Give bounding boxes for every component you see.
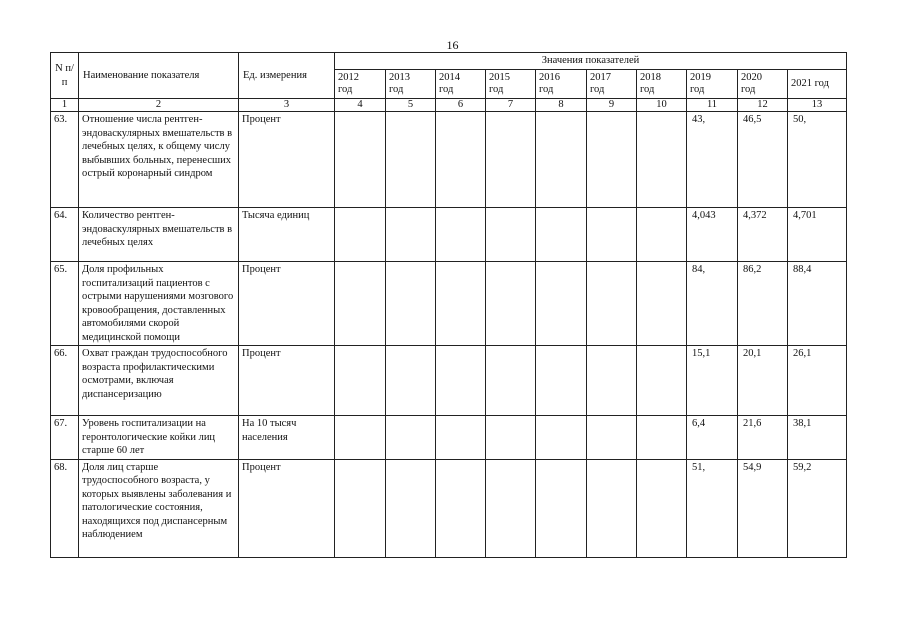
row-number: 65. <box>51 262 79 346</box>
indicator-value <box>386 459 436 557</box>
column-index: 2 <box>79 99 239 112</box>
header-year <box>637 70 687 99</box>
indicator-value <box>536 416 587 460</box>
header-year-value: 2013 <box>389 72 410 83</box>
indicator-unit: Процент <box>239 262 335 346</box>
indicator-value <box>486 459 536 557</box>
column-index: 10 <box>637 99 687 112</box>
header-year-suffix: год <box>489 84 504 95</box>
indicator-value <box>436 208 486 262</box>
indicator-value <box>486 262 536 346</box>
header-num: N п/п <box>51 53 79 99</box>
indicator-value <box>536 112 587 208</box>
indicator-value: 26,1 <box>788 346 847 416</box>
indicator-name: Уровень госпитализации на геронтологические койки лиц старше 60 лет <box>79 416 239 460</box>
indicator-value: 46,5 <box>738 112 788 208</box>
indicator-value: 54,9 <box>738 459 788 557</box>
header-year-value: 2016 <box>539 72 560 83</box>
header-year-value: 2015 <box>489 72 510 83</box>
header-year <box>486 70 536 99</box>
indicator-value <box>587 416 637 460</box>
header-year-suffix: год <box>590 84 605 95</box>
indicator-value: 86,2 <box>738 262 788 346</box>
column-index: 7 <box>486 99 536 112</box>
column-index-row <box>51 99 847 112</box>
row-number: 67. <box>51 416 79 460</box>
row-number: 68. <box>51 459 79 557</box>
indicator-value <box>335 208 386 262</box>
indicator-value <box>436 416 486 460</box>
indicator-value: 51, <box>687 459 738 557</box>
header-year <box>436 70 486 99</box>
indicator-value <box>335 416 386 460</box>
header-year-value: 2017 <box>590 72 611 83</box>
table-row <box>51 208 847 262</box>
indicator-value <box>536 459 587 557</box>
table-row <box>51 459 847 557</box>
header-name: Наименование показателя <box>79 53 239 99</box>
column-index: 1 <box>51 99 79 112</box>
header-year <box>335 70 386 99</box>
header-unit: Ед. измерения <box>239 53 335 99</box>
indicator-value <box>587 459 637 557</box>
column-index: 6 <box>436 99 486 112</box>
indicator-value <box>637 262 687 346</box>
indicator-value <box>386 416 436 460</box>
indicator-value <box>335 262 386 346</box>
indicator-value <box>436 346 486 416</box>
indicator-value <box>587 262 637 346</box>
indicator-value <box>436 262 486 346</box>
header-year-value: 2018 <box>640 72 661 83</box>
indicator-value <box>386 112 436 208</box>
header-year-suffix: год <box>690 84 705 95</box>
indicator-unit: Тысяча единиц <box>239 208 335 262</box>
indicator-value: 4,701 <box>788 208 847 262</box>
indicator-value <box>587 208 637 262</box>
row-number: 63. <box>51 112 79 208</box>
indicator-value: 21,6 <box>738 416 788 460</box>
row-number: 64. <box>51 208 79 262</box>
indicator-name: Охват граждан трудоспособного возраста профилактическими осмотрами, включая диспансеризацию <box>79 346 239 416</box>
page-number: 16 <box>446 38 459 52</box>
header-row <box>51 53 847 70</box>
header-year <box>386 70 436 99</box>
indicator-value: 4,043 <box>687 208 738 262</box>
indicator-value <box>486 112 536 208</box>
indicator-value <box>637 416 687 460</box>
indicator-value <box>637 208 687 262</box>
header-year <box>788 70 847 99</box>
table-row <box>51 262 847 346</box>
indicator-value: 15,1 <box>687 346 738 416</box>
indicator-value <box>587 346 637 416</box>
indicator-value <box>335 112 386 208</box>
column-index: 8 <box>536 99 587 112</box>
indicator-value: 88,4 <box>788 262 847 346</box>
indicator-value: 59,2 <box>788 459 847 557</box>
column-index: 9 <box>587 99 637 112</box>
row-number: 66. <box>51 346 79 416</box>
header-year-suffix: год <box>338 84 353 95</box>
indicator-value <box>386 208 436 262</box>
indicator-value <box>536 208 587 262</box>
indicator-value <box>486 416 536 460</box>
table-row <box>51 112 847 208</box>
column-index: 12 <box>738 99 788 112</box>
indicator-value <box>436 112 486 208</box>
header-year-value: 2012 <box>338 72 359 83</box>
header-year-suffix: год <box>539 84 554 95</box>
indicator-value <box>587 112 637 208</box>
header-year-value: 2019 <box>690 72 711 83</box>
column-index: 3 <box>239 99 335 112</box>
indicator-value <box>386 346 436 416</box>
indicator-value <box>637 112 687 208</box>
header-year-value: 2021 год <box>791 78 829 89</box>
indicator-value <box>386 262 436 346</box>
indicator-value <box>637 346 687 416</box>
indicator-value: 20,1 <box>738 346 788 416</box>
indicator-unit: Процент <box>239 112 335 208</box>
indicator-name: Доля лиц старше трудоспособного возраста, у которых выявлены заболевания и патологические состояния, находящихся под диспансерным наблюдением <box>79 459 239 557</box>
indicator-value <box>536 346 587 416</box>
indicator-value <box>637 459 687 557</box>
indicator-value: 50, <box>788 112 847 208</box>
header-year-suffix: год <box>741 84 756 95</box>
header-year <box>738 70 788 99</box>
indicator-name: Отношение числа рентген-эндоваскулярных вмешательств в лечебных целях, к общему числу выбывших больных, перенесших острый коронарный синдром <box>79 112 239 208</box>
indicator-value: 4,372 <box>738 208 788 262</box>
indicator-value <box>335 459 386 557</box>
indicator-value: 6,4 <box>687 416 738 460</box>
indicators-table <box>50 52 847 558</box>
header-year <box>687 70 738 99</box>
header-year-value: 2014 <box>439 72 460 83</box>
indicator-value: 43, <box>687 112 738 208</box>
indicator-value <box>436 459 486 557</box>
indicator-unit: Процент <box>239 346 335 416</box>
indicator-unit: Процент <box>239 459 335 557</box>
header-year <box>587 70 637 99</box>
header-year-value: 2020 <box>741 72 762 83</box>
column-index: 4 <box>335 99 386 112</box>
header-values: Значения показателей <box>335 53 847 70</box>
indicator-value: 84, <box>687 262 738 346</box>
header-year-suffix: год <box>640 84 655 95</box>
indicator-name: Количество рентген-эндоваскулярных вмешательств в лечебных целях <box>79 208 239 262</box>
indicator-value <box>486 208 536 262</box>
header-year-suffix: год <box>389 84 404 95</box>
indicator-name: Доля профильных госпитализаций пациентов с острыми нарушениями мозгового кровообращения, доставленных автомобилями скорой медицинской помощи <box>79 262 239 346</box>
column-index: 11 <box>687 99 738 112</box>
indicator-value <box>486 346 536 416</box>
header-year <box>536 70 587 99</box>
table-row <box>51 416 847 460</box>
indicator-value <box>335 346 386 416</box>
table-row <box>51 346 847 416</box>
indicator-unit: На 10 тысяч населения <box>239 416 335 460</box>
indicator-value <box>536 262 587 346</box>
column-index: 5 <box>386 99 436 112</box>
column-index: 13 <box>788 99 847 112</box>
header-year-suffix: год <box>439 84 454 95</box>
indicator-value: 38,1 <box>788 416 847 460</box>
